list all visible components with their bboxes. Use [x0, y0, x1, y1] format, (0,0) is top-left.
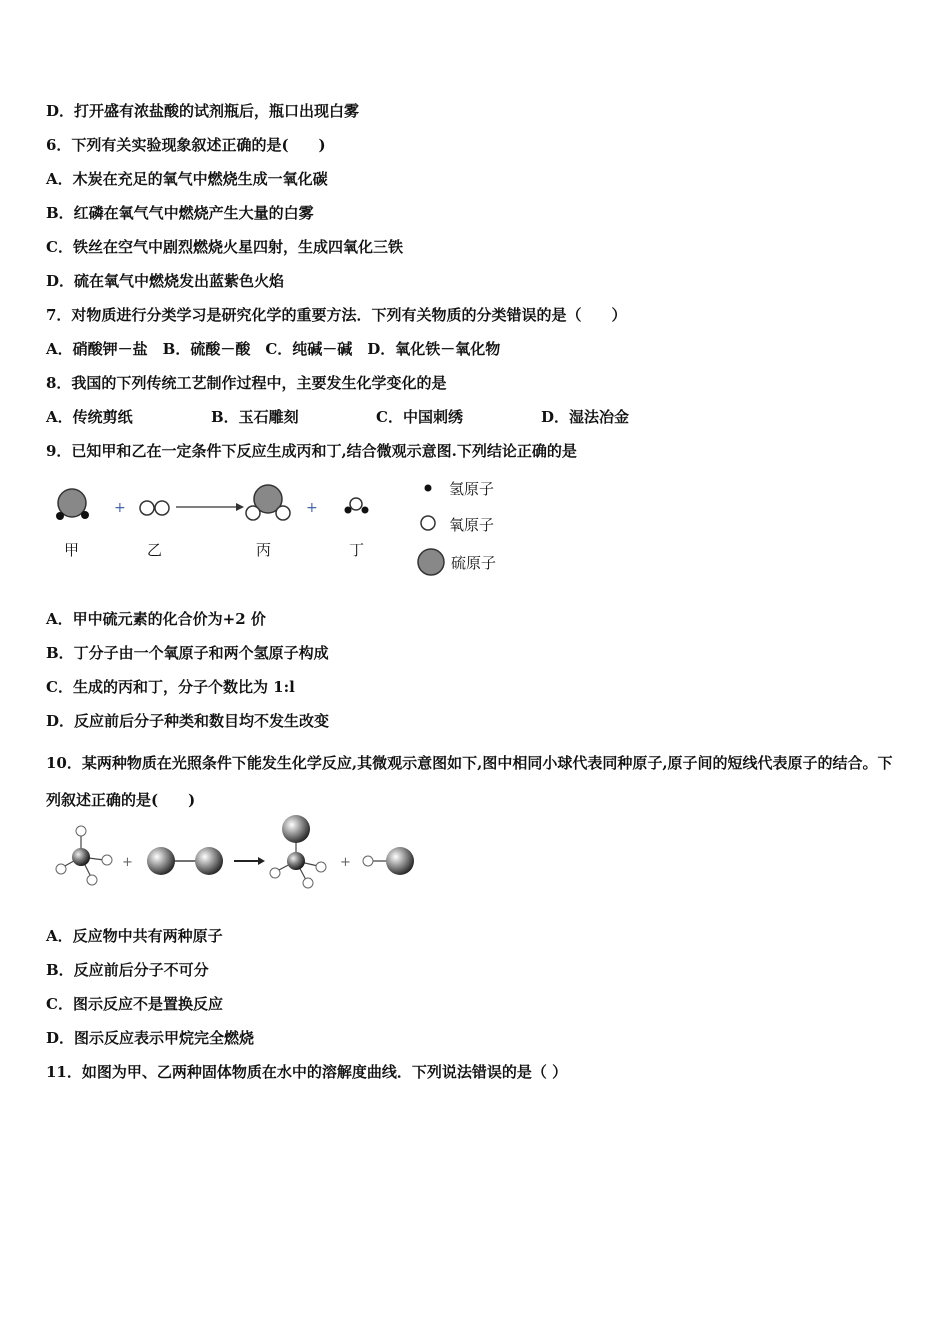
legend-hydrogen: 氢原子 [449, 480, 495, 498]
molecule-jia [56, 489, 89, 520]
q9-reaction-diagram [46, 475, 516, 585]
label-yi: 乙 [147, 541, 163, 559]
plus-sign: + [340, 855, 351, 870]
q5-option-d: D．打开盛有浓盐酸的试剂瓶后，瓶口出现白雾 [46, 102, 360, 120]
q6-option-d: D．硫在氧气中燃烧发出蓝紫色火焰 [46, 272, 285, 290]
q10-option-b: B．反应前后分子不可分 [46, 961, 209, 979]
legend-markers [418, 485, 444, 576]
chlorine-molecule [147, 847, 223, 875]
hydrogen-chloride-molecule [363, 847, 414, 875]
q8-option-b: B．玉石雕刻 [211, 408, 299, 426]
label-bing: 丙 [256, 541, 272, 559]
q8-option-c: C．中国刺绣 [376, 408, 463, 426]
q10-option-c: C．图示反应不是置换反应 [46, 995, 223, 1013]
q8-option-d: D．湿法冶金 [541, 408, 630, 426]
methane-molecule [56, 826, 112, 885]
q6-option-c: C．铁丝在空气中剧烈燃烧火星四射，生成四氧化三铁 [46, 238, 403, 256]
label-jia: 甲 [64, 541, 80, 559]
q7-stem: 7．对物质进行分类学习是研究化学的重要方法．下列有关物质的分类错误的是（ ） [46, 306, 627, 324]
q10-stem: 10．某两种物质在光照条件下能发生化学反应,其微观示意图如下,图中相同小球代表同种原子,原子间的短线代表原子的结合。下列叙述正确的是( ) [46, 754, 893, 809]
q8-stem: 8．我国的下列传统工艺制作过程中，主要发生化学变化的是 [46, 374, 447, 392]
label-ding: 丁 [349, 541, 365, 559]
legend-hydrogen-marker [425, 485, 432, 492]
reaction-arrow [234, 857, 265, 865]
q6-option-a: A．木炭在充足的氧气中燃烧生成一氧化碳 [46, 170, 328, 188]
q9-reaction-svg [46, 475, 516, 585]
molecule-yi [140, 501, 169, 515]
plus-sign: + [122, 855, 133, 870]
q9-option-d: D．反应前后分子种类和数目均不发生改变 [46, 712, 330, 730]
q8-option-a: A．传统剪纸 [46, 408, 133, 426]
legend-sulfur: 硫原子 [451, 554, 497, 572]
q9-option-a: A．甲中硫元素的化合价为+2 价 [46, 610, 266, 628]
q6-stem: 6．下列有关实验现象叙述正确的是( ) [46, 136, 326, 154]
reaction-arrow [176, 503, 244, 511]
q9-option-c: C．生成的丙和丁，分子个数比为 1:l [46, 678, 295, 696]
q11-stem: 11．如图为甲、乙两种固体物质在水中的溶解度曲线．下列说法错误的是（ ） [46, 1063, 568, 1081]
molecule-ding [345, 498, 369, 514]
molecule-bing [246, 485, 290, 520]
plus-sign: + [114, 500, 126, 516]
q9-stem: 9．已知甲和乙在一定条件下反应生成丙和丁,结合微观示意图.下列结论正确的是 [46, 442, 577, 460]
legend-sulfur-marker [418, 549, 444, 575]
q10-option-d: D．图示反应表示甲烷完全燃烧 [46, 1029, 255, 1047]
plus-sign: + [306, 500, 318, 516]
q7-options: A．硝酸钾－盐 B．硫酸－酸 C．纯碱－碱 D．氧化铁－氧化物 [46, 340, 501, 358]
q6-option-b: B．红磷在氧气气中燃烧产生大量的白雾 [46, 204, 314, 222]
q10-option-a: A．反应物中共有两种原子 [46, 927, 223, 945]
q10-reaction-diagram [50, 812, 420, 892]
q10-reaction-svg [50, 812, 420, 892]
legend-oxygen-marker [421, 516, 435, 530]
q9-option-b: B．丁分子由一个氧原子和两个氢原子构成 [46, 644, 329, 662]
chloromethane-molecule [270, 815, 326, 888]
legend-oxygen: 氧原子 [449, 516, 495, 534]
